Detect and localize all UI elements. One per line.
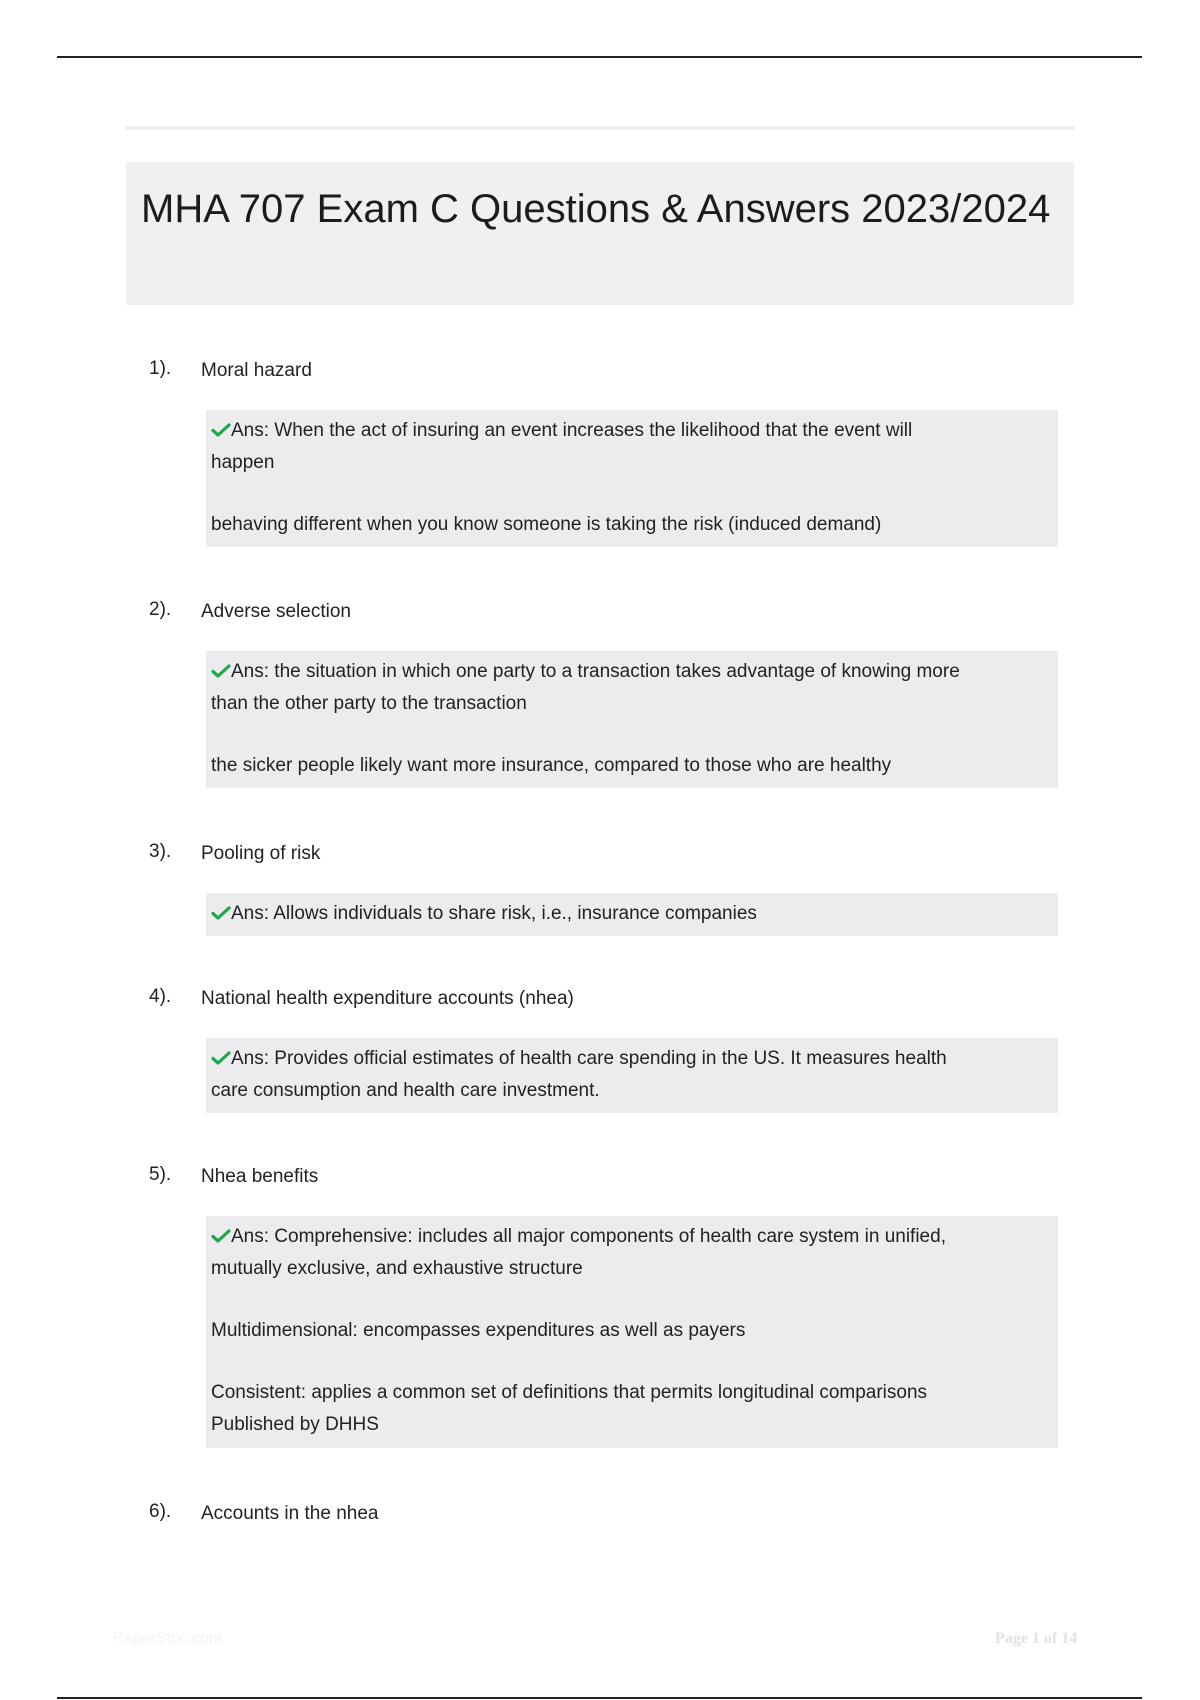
- answer-text: the sicker people likely want more insurance, compared to those who are healthy: [211, 755, 892, 776]
- answer-line: [211, 1409, 1052, 1441]
- answer-line: [211, 447, 1052, 479]
- answer-spacer: [211, 1347, 1052, 1377]
- question-text: Nhea benefits: [201, 1166, 319, 1187]
- check-icon: [211, 1228, 231, 1244]
- question-number: 1).: [149, 358, 172, 379]
- question-number: 2).: [149, 599, 172, 620]
- question-number: 5).: [149, 1164, 172, 1185]
- answer-text: mutually exclusive, and exhaustive structure: [211, 1258, 583, 1279]
- answer-line: [211, 750, 1052, 782]
- answer-line: [211, 688, 1052, 720]
- answer-spacer: [211, 720, 1052, 750]
- answer-spacer: [211, 479, 1052, 509]
- answer-box: [206, 651, 1058, 788]
- answer-line: [211, 898, 1052, 930]
- answer-text: Ans: Provides official estimates of health care spending in the US. It measures health: [231, 1048, 947, 1069]
- question-text: Adverse selection: [201, 601, 351, 622]
- answer-box: [206, 1038, 1058, 1113]
- answer-text: care consumption and health care investment.: [211, 1080, 600, 1101]
- answer-line: [211, 509, 1052, 541]
- page-title: MHA 707 Exam C Questions & Answers 2023/2024: [141, 187, 1051, 231]
- question-text: Accounts in the nhea: [201, 1503, 379, 1524]
- question-number: 6).: [149, 1501, 172, 1522]
- answer-line: [211, 1043, 1052, 1075]
- answer-line: [211, 656, 1052, 688]
- answer-line: [211, 1075, 1052, 1107]
- answer-text: happen: [211, 452, 275, 473]
- page-number: Page 1 of 14: [995, 1630, 1078, 1647]
- top-rule: [57, 56, 1142, 58]
- answer-line: [211, 1221, 1052, 1253]
- check-icon: [211, 905, 231, 921]
- answer-text: Ans: the situation in which one party to a transaction takes advantage of knowing more: [231, 661, 960, 682]
- answer-box: [206, 410, 1058, 547]
- answer-box: [206, 1216, 1058, 1448]
- answer-box: [206, 893, 1058, 936]
- answer-text: behaving different when you know someone is taking the risk (induced demand): [211, 514, 882, 535]
- question-number: 3).: [149, 841, 172, 862]
- answer-text: Ans: When the act of insuring an event increases the likelihood that the event will: [231, 420, 913, 441]
- check-icon: [211, 663, 231, 679]
- answer-line: [211, 415, 1052, 447]
- title-box: [126, 162, 1074, 305]
- answer-text: than the other party to the transaction: [211, 693, 527, 714]
- question-text: National health expenditure accounts (nhea): [201, 988, 574, 1009]
- watermark: PaperStoc.com: [113, 1630, 223, 1647]
- answer-line: [211, 1377, 1052, 1409]
- answer-text: Ans: Comprehensive: includes all major components of health care system in unified,: [231, 1226, 946, 1247]
- question-text: Moral hazard: [201, 360, 312, 381]
- bottom-rule: [57, 1697, 1142, 1699]
- answer-spacer: [211, 1285, 1052, 1315]
- answer-text: Multidimensional: encompasses expenditures as well as payers: [211, 1320, 746, 1341]
- header-divider: [126, 126, 1074, 130]
- answer-line: [211, 1315, 1052, 1347]
- check-icon: [211, 422, 231, 438]
- question-number: 4).: [149, 986, 172, 1007]
- answer-text: Published by DHHS: [211, 1414, 379, 1435]
- check-icon: [211, 1050, 231, 1066]
- answer-line: [211, 1253, 1052, 1285]
- answer-text: Consistent: applies a common set of definitions that permits longitudinal comparisons: [211, 1382, 928, 1403]
- question-text: Pooling of risk: [201, 843, 321, 864]
- answer-text: Ans: Allows individuals to share risk, i.e., insurance companies: [231, 903, 757, 924]
